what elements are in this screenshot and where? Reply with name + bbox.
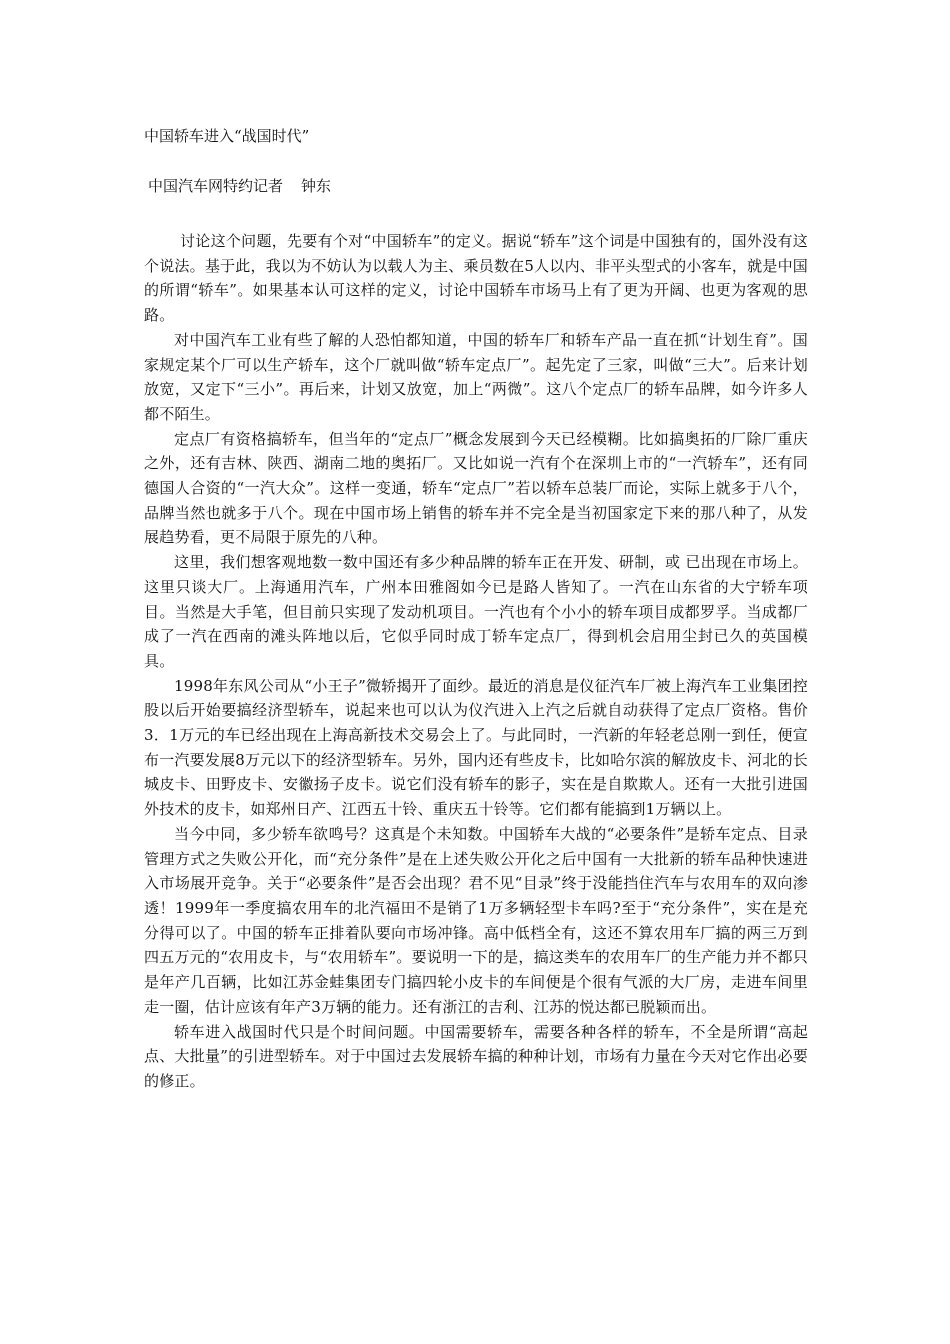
paragraph: 当今中同，多少轿车欲鸣号？这真是个未知数。中国轿车大战的“必要条件”是轿车定点、目录管理方式之失败公开化，而“充分条件”是在上述失败公开化之后中国有一大批新的轿车品种快速进入市场展开竞争。关于“必要条件”是否会出现？君不见“目录”终于没能挡住汽车与农用车的双向渗透！1999年一季度搞农用车的北汽福田不是销了1万多辆轻型卡车吗?至于“充分条件”，实在是充分得可以了。中国的轿车正排着队要向市场冲锋。高中低档全有，这还不算农用车厂搞的两三万到四五万元的“农用皮卡，与“农用轿车”。要说明一下的是，搞这类车的农用车厂的生产能力并不都只是年产几百辆，比如江苏金蛙集团专门搞四轮小皮卡的车间便是个很有气派的大厂房，走进车间里走一圈，估计应该有年产3万辆的能力。还有浙江的吉利、江苏的悦达都已脱颖而出。 xyxy=(144,824,808,1016)
article-title: 中国轿车进入“战国时代” xyxy=(144,127,310,145)
byline-affiliation: 中国汽车网特约记者 xyxy=(148,177,284,195)
byline xyxy=(148,176,331,196)
paragraph: 1998年东风公司从“小王子”微轿揭开了面纱。最近的消息是仪征汽车厂被上海汽车工业集团控股以后开始要搞经济型轿车，说起来也可以认为仪汽进入上汽之后就自动获得了定点厂资格。售价3．1万元的车已经出现在上海高新技术交易会上了。与此同时，一汽新的年轻老总刚一到任，便宣布一汽要发展8万元以下的经济型轿车。另外，国内还有些皮卡，比如哈尔滨的解放皮卡、河北的长城皮卡、田野皮卡、安徽扬子皮卡。说它们没有轿车的影子，实在是自欺欺人。还有一大批引进国外技术的皮卡，如郑州日产、江西五十铃、重庆五十铃等。它们都有能搞到1万辆以上。 xyxy=(144,676,808,819)
paragraph: 对中国汽车工业有些了解的人恐怕都知道，中国的轿车厂和轿车产品一直在抓“计划生育”。国家规定某个厂可以生产轿车，这个厂就叫做“轿车定点厂”。起先定了三家，叫做“三大”。后来计划放宽，又定下“三小”。再后来，计划又放宽，加上“两微”。这八个定点厂的轿车品牌，如今许多人都不陌生。 xyxy=(144,330,808,423)
paragraph: 这里，我们想客观地数一数中国还有多少种品牌的轿车正在开发、研制，或 已出现在市场上。这里只谈大厂。上海通用汽车，广州本田雅阁如今已是路人皆知了。一汽在山东省的大宁轿车项目。当然是大手笔，但目前只实现了发动机项目。一汽也有个小小的轿车项目成都罗孚。当成都厂成了一汽在西南的滩头阵地以后，它似乎同时成丁轿车定点厂，得到机会启用尘封已久的英国模具。 xyxy=(144,553,808,670)
paragraph: 讨论这个问题，先要有个对“中国轿车”的定义。据说“轿车”这个词是中国独有的，国外没有这个说法。基于此，我以为不妨认为以载人为主、乘员数在5人以内、非平头型式的小客车，就是中国的所谓“轿车”。如果基本认可这样的定义，讨论中国轿车市场马上有了更为开阔、也更为客观的思路。 xyxy=(144,232,808,325)
article-body xyxy=(144,229,808,1094)
paragraph: 轿车进入战国时代只是个时间问题。中国需要轿车，需要各种各样的轿车，不全是所谓“高起点、大批量”的引进型轿车。对于中国过去发展轿车搞的种种计划，市场有力量在今天对它作出必要的修正。 xyxy=(144,1022,808,1090)
paragraph: 定点厂有资格搞轿车，但当年的“定点厂”概念发展到今天已经模糊。比如搞奥拓的厂除厂重庆之外，还有吉林、陕西、湖南二地的奥拓厂。又比如说一汽有个在深圳上市的“一汽轿车”，还有同德国人合资的“一汽大众”。这样一变通，轿车“定点厂”若以轿车总装厂而论，实际上就多于八个，品牌当然也就多于八个。现在中国市场上销售的轿车并不完全是当初国家定下来的那八种了，从发展趋势看，更不局限于原先的八种。 xyxy=(144,429,808,547)
byline-author: 钟东 xyxy=(301,177,332,195)
